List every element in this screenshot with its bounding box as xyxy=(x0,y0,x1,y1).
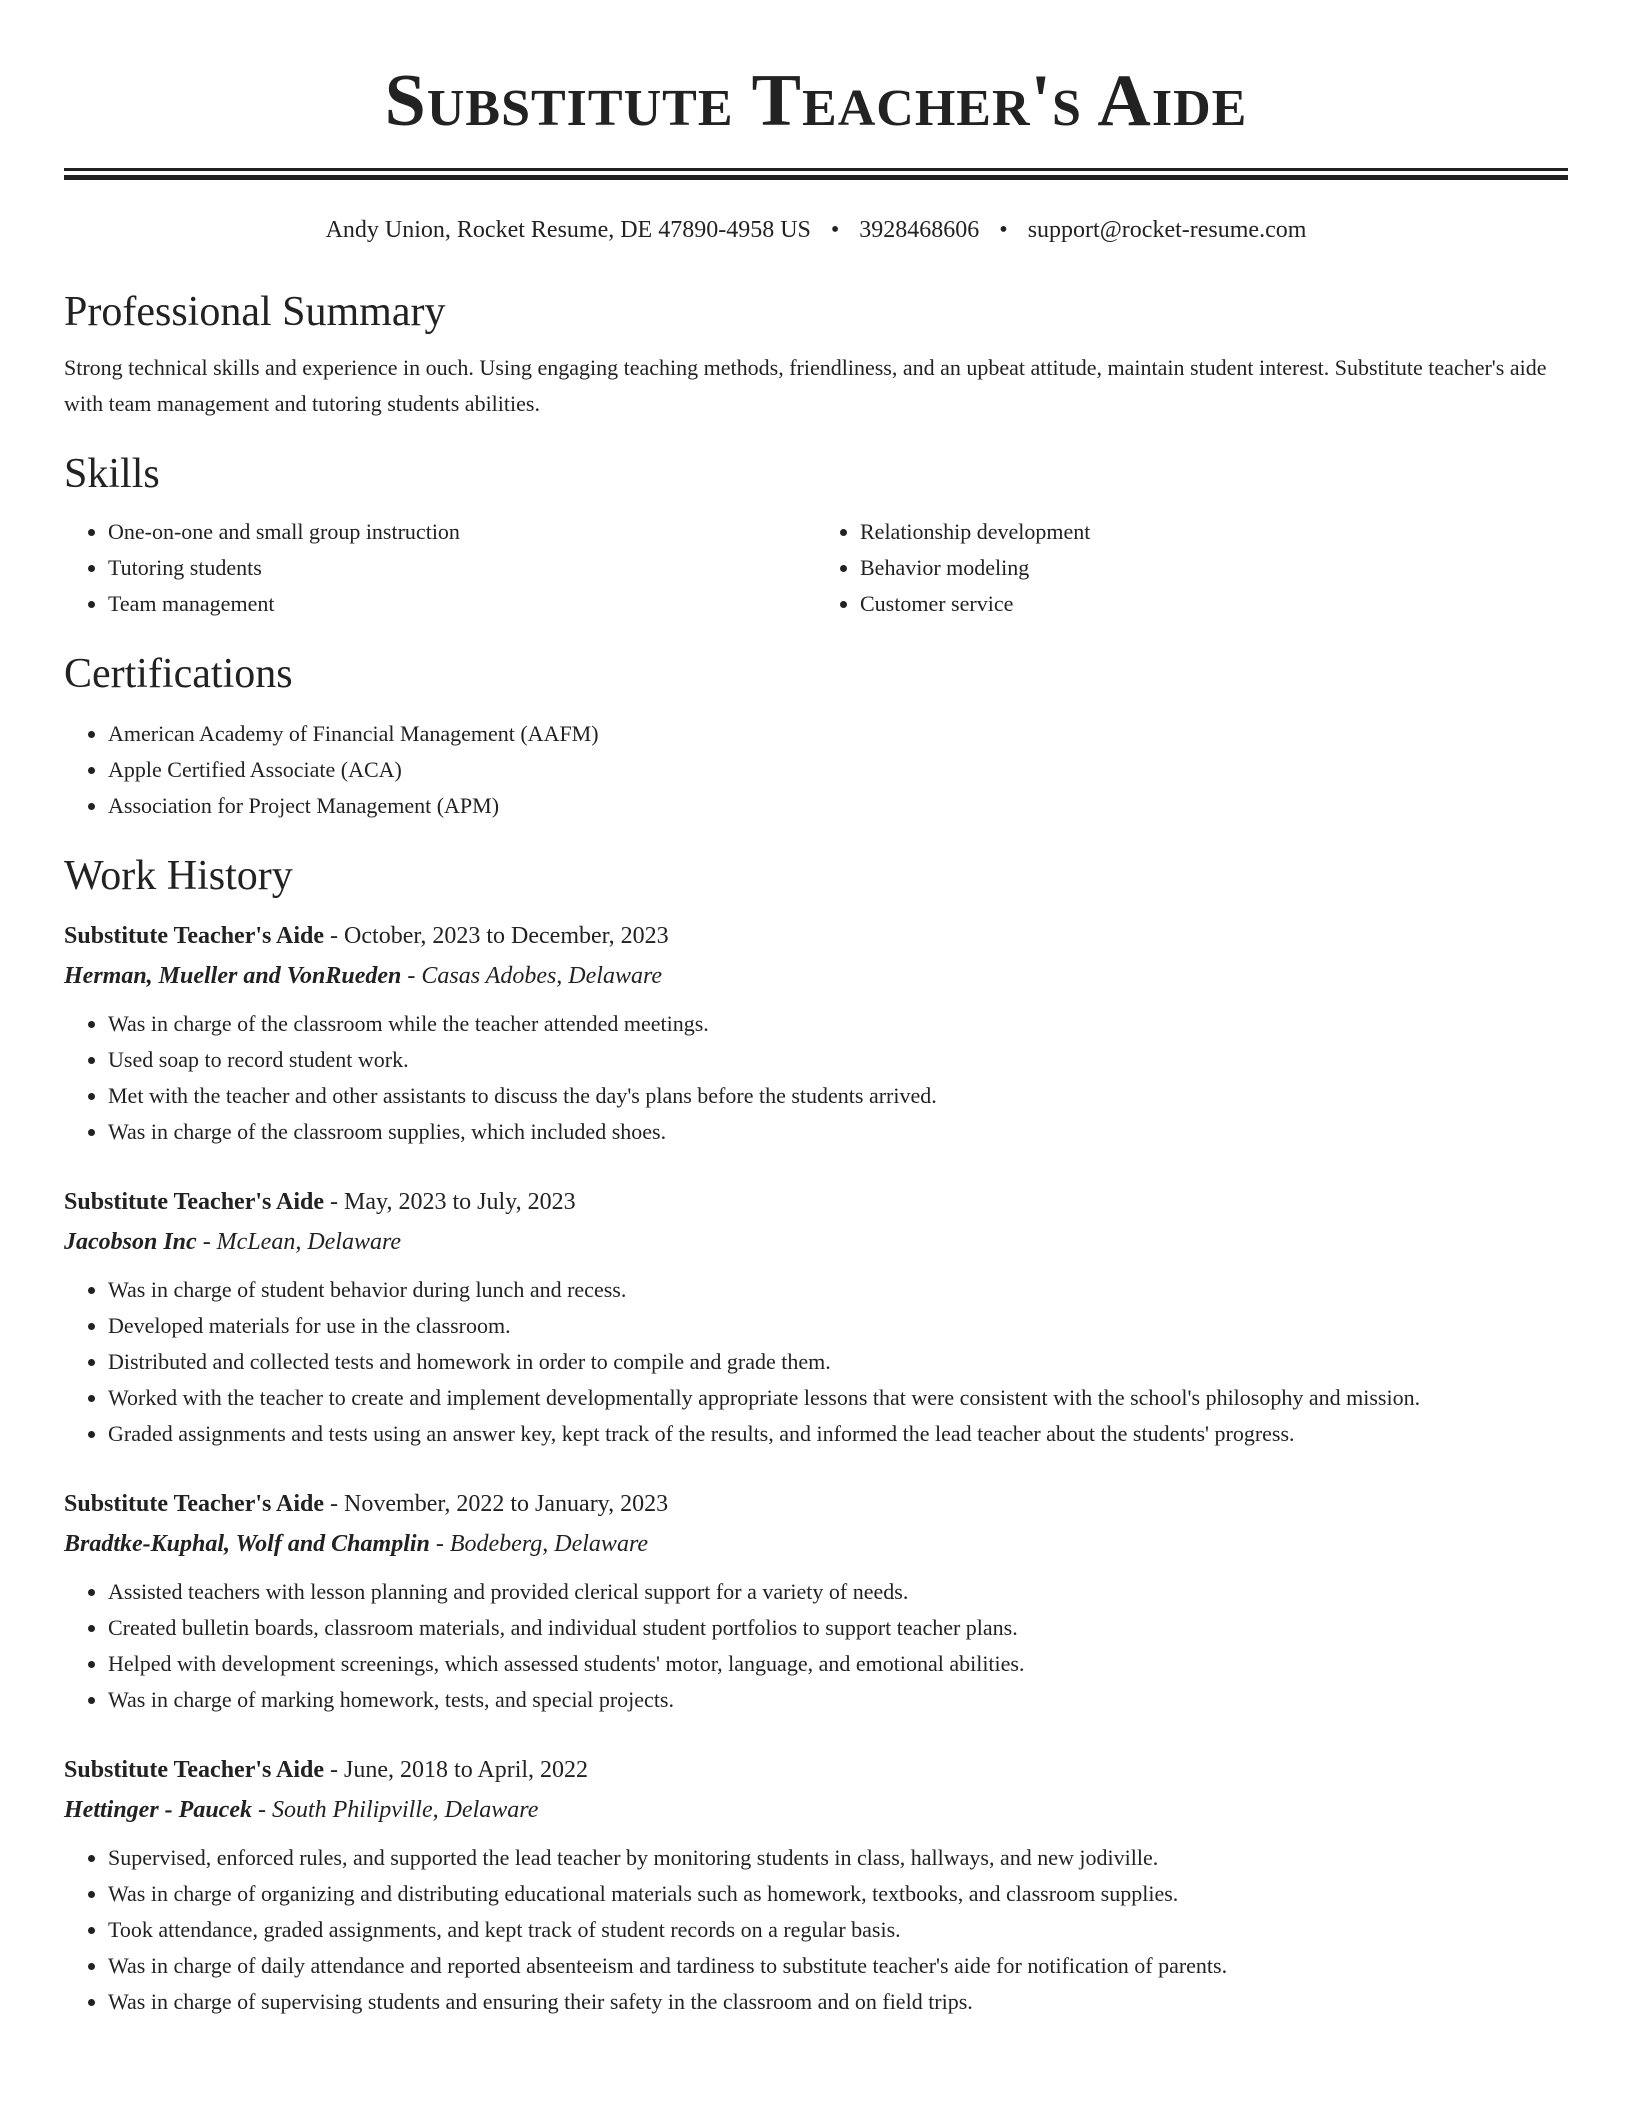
job-title: Substitute Teacher's Aide xyxy=(64,1757,325,1783)
job-bullet: • Met with the teacher and other assistants to discuss the day's plans before the students arrived. xyxy=(108,1078,1568,1114)
job-employer xyxy=(64,1790,1568,1830)
skills-columns xyxy=(64,514,1568,622)
certification-item: • Association for Project Management (APM) xyxy=(108,788,1568,824)
job-bullet: • Was in charge of daily attendance and reported absenteeism and tardiness to substitute teacher's aide for notification of parents. xyxy=(108,1948,1568,1984)
job-dates: - May, 2023 to July, 2023 xyxy=(324,1189,576,1215)
job-location: - Casas Adobes, Delaware xyxy=(401,963,663,989)
job-bullets xyxy=(64,1574,1568,1718)
job-employer xyxy=(64,1222,1568,1262)
resume-title: Substitute Teacher's Aide xyxy=(384,60,1248,142)
job-bullet: • Developed materials for use in the classroom. xyxy=(108,1308,1568,1344)
title-double-rule xyxy=(64,168,1568,180)
job-company: Bradtke-Kuphal, Wolf and Champlin xyxy=(64,1531,430,1557)
job-bullets xyxy=(64,1006,1568,1150)
job-bullet: • Was in charge of student behavior during lunch and recess. xyxy=(108,1272,1568,1308)
job-bullet: • Was in charge of the classroom supplies, which included shoes. xyxy=(108,1114,1568,1150)
skills-heading: Skills xyxy=(64,451,160,497)
job-title: Substitute Teacher's Aide xyxy=(64,1189,325,1215)
job-employer xyxy=(64,1524,1568,1564)
job-dates: - October, 2023 to December, 2023 xyxy=(324,923,669,949)
skills-list-left xyxy=(64,514,816,622)
job-employer xyxy=(64,956,1568,996)
job-bullet: • Was in charge of marking homework, tests, and special projects. xyxy=(108,1682,1568,1718)
job-bullet: • Distributed and collected tests and homework in order to compile and grade them. xyxy=(108,1344,1568,1380)
contact-separator: • xyxy=(830,217,840,243)
job-entry xyxy=(64,1750,1568,2020)
job-title: Substitute Teacher's Aide xyxy=(64,923,325,949)
job-company: Herman, Mueller and VonRueden xyxy=(64,963,402,989)
skill-item: • Tutoring students xyxy=(108,550,816,586)
job-bullet: • Was in charge of supervising students and ensuring their safety in the classroom and on field trips. xyxy=(108,1984,1568,2020)
job-entry xyxy=(64,1484,1568,1718)
summary-text: Strong technical skills and experience in ouch. Using engaging teaching methods, friendliness, and an upbeat attitude, maintain student interest. Substitute teacher's aide with team management and tutoring students abilities. xyxy=(64,355,1547,416)
job-title: Substitute Teacher's Aide xyxy=(64,1491,325,1517)
job-header xyxy=(64,1182,1568,1222)
contact-phone: 3928468606 xyxy=(859,217,980,243)
contact-line xyxy=(64,214,1568,246)
skills-list-right xyxy=(816,514,1568,622)
job-dates: - June, 2018 to April, 2022 xyxy=(324,1757,589,1783)
job-entry xyxy=(64,1182,1568,1452)
job-header xyxy=(64,1750,1568,1790)
certifications-heading: Certifications xyxy=(64,651,293,697)
work-history-heading: Work History xyxy=(64,853,293,899)
job-bullet: • Took attendance, graded assignments, and kept track of student records on a regular basis. xyxy=(108,1912,1568,1948)
job-entry xyxy=(64,916,1568,1150)
summary-heading: Professional Summary xyxy=(64,289,446,335)
job-company: Jacobson Inc xyxy=(64,1229,197,1255)
job-bullet: • Graded assignments and tests using an answer key, kept track of the results, and informed the lead teacher about the students' progress. xyxy=(108,1416,1568,1452)
job-bullet: • Was in charge of organizing and distributing educational materials such as homework, textbooks, and classroom supplies. xyxy=(108,1876,1568,1912)
job-location: - Bodeberg, Delaware xyxy=(429,1531,649,1557)
job-bullet: • Assisted teachers with lesson planning and provided clerical support for a variety of needs. xyxy=(108,1574,1568,1610)
job-bullet: • Created bulletin boards, classroom materials, and individual student portfolios to support teacher plans. xyxy=(108,1610,1568,1646)
certifications-list xyxy=(64,716,1568,824)
job-header xyxy=(64,1484,1568,1524)
skill-item: • Behavior modeling xyxy=(860,550,1568,586)
job-company: Hettinger - Paucek xyxy=(64,1797,252,1823)
job-bullet: • Worked with the teacher to create and implement developmentally appropriate lessons that were consistent with the school's philosophy and mission. xyxy=(108,1380,1568,1416)
skill-item: • Customer service xyxy=(860,586,1568,622)
job-bullet: • Was in charge of the classroom while the teacher attended meetings. xyxy=(108,1006,1568,1042)
skill-item: • Team management xyxy=(108,586,816,622)
contact-address: Andy Union, Rocket Resume, DE 47890-4958 US xyxy=(325,217,811,243)
certification-item: • American Academy of Financial Management (AAFM) xyxy=(108,716,1568,752)
job-location: - South Philipville, Delaware xyxy=(251,1797,539,1823)
job-header xyxy=(64,916,1568,956)
certification-item: • Apple Certified Associate (ACA) xyxy=(108,752,1568,788)
contact-separator: • xyxy=(999,217,1008,243)
job-location: - McLean, Delaware xyxy=(196,1229,402,1255)
job-bullet: • Used soap to record student work. xyxy=(108,1042,1568,1078)
contact-email: support@rocket-resume.com xyxy=(1027,217,1307,243)
job-bullet: • Supervised, enforced rules, and supported the lead teacher by monitoring students in class, hallways, and new jodiville. xyxy=(108,1840,1568,1876)
job-dates: - November, 2022 to January, 2023 xyxy=(324,1491,669,1517)
job-bullet: • Helped with development screenings, which assessed students' motor, language, and emotional abilities. xyxy=(108,1646,1568,1682)
skill-item: • Relationship development xyxy=(860,514,1568,550)
skill-item: • One-on-one and small group instruction xyxy=(108,514,816,550)
job-bullets xyxy=(64,1840,1568,2020)
job-bullets xyxy=(64,1272,1568,1452)
